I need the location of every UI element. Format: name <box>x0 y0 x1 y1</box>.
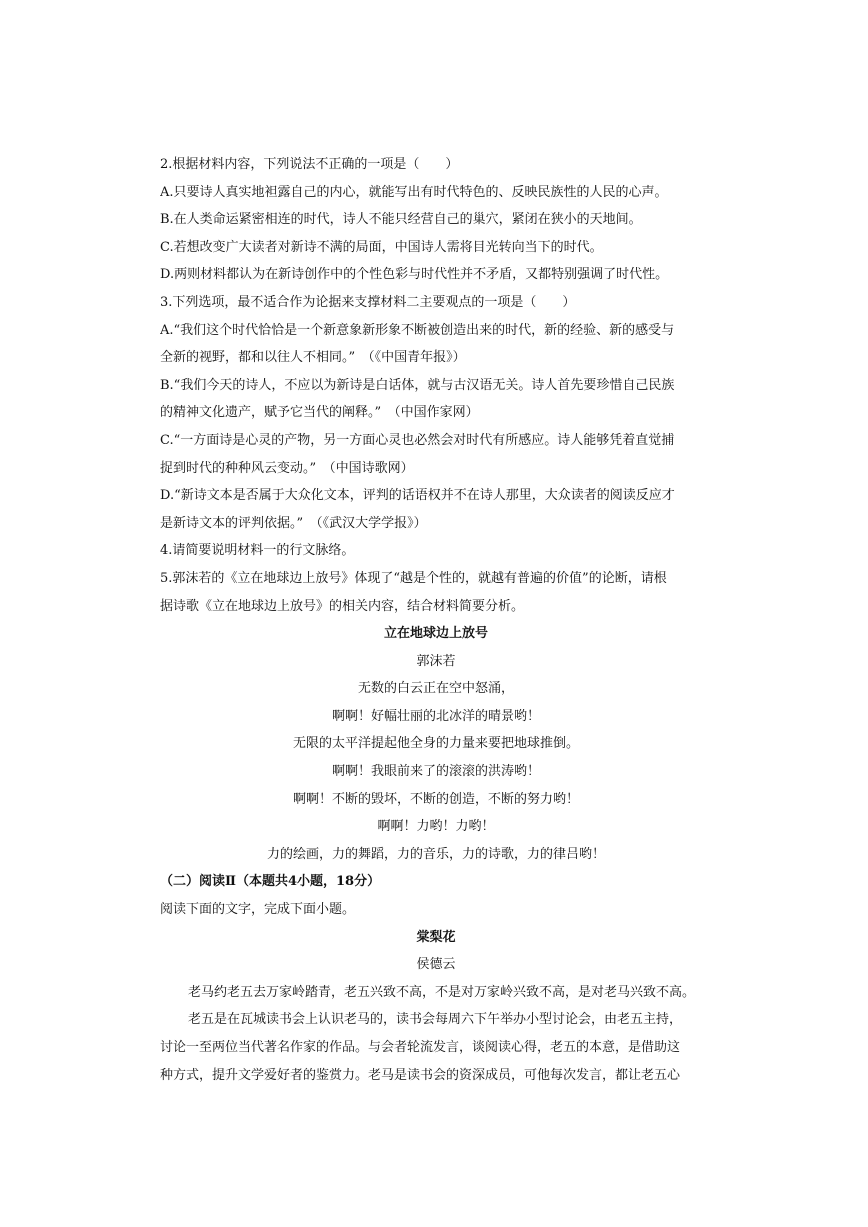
story-paragraph-line-2: 老五是在瓦城读书会上认识老马的，读书会每周六下午举办小型讨论会，由老五主持， <box>188 1012 683 1028</box>
section-2-heading: （二）阅读Ⅱ（本题共4小题，18分） <box>160 874 381 890</box>
poem-line-2: 啊啊！好幅壮丽的北冰洋的晴景哟！ <box>331 708 540 724</box>
poem-line-5: 啊啊！不断的毁坏，不断的创造，不断的努力哟！ <box>292 791 579 807</box>
question-2-stem: 2.根据材料内容，下列说法不正确的一项是（ ） <box>160 157 459 172</box>
poem-line-6: 啊啊！力哟！力哟！ <box>377 819 495 835</box>
document-content <box>160 151 712 1089</box>
question-2-option-a: A.只要诗人真实地袒露自己的内心，就能写出有时代特色的、反映民族性的人民的心声。 <box>160 184 668 200</box>
question-3-option-a-line-1: A.“我们这个时代恰恰是一个新意象新形象不断被创造出来的时代，新的经验、新的感受与 <box>160 322 675 338</box>
section-2-instruction: 阅读下面的文字，完成下面小题。 <box>160 902 356 918</box>
question-3-option-c-line-2: 捉到时代的种种风云变动。” （中国诗歌网） <box>160 460 414 476</box>
poem-author: 郭沫若 <box>416 653 456 669</box>
question-3-option-d-line-1: D.“新诗文本是否属于大众化文本，评判的话语权并不在诗人那里，大众读者的阅读反应才 <box>160 488 675 504</box>
poem-line-1: 无数的白云正在空中怒涌， <box>357 681 514 697</box>
poem-title: 立在地球边上放号 <box>383 626 488 642</box>
question-2-option-c: C.若想改变广大读者对新诗不满的局面，中国诗人需将目光转向当下的时代。 <box>160 239 603 255</box>
question-5-stem-line-2: 据诗歌《立在地球边上放号》的相关内容，结合材料简要分析。 <box>160 598 525 614</box>
question-3-option-c-line-1: C.“一方面诗是心灵的产物，另一方面心灵也必然会对时代有所感应。诗人能够凭着直觉捕 <box>160 432 675 448</box>
question-2-option-d: D.两则材料都认为在新诗创作中的个性色彩与时代性并不矛盾，又都特别强调了时代性。 <box>160 267 669 283</box>
question-3-stem: 3.下列选项，最不适合作为论据来支撑材料二主要观点的一项是（ ） <box>160 294 576 310</box>
poem-line-4: 啊啊！我眼前来了的滚滚的洪涛哟！ <box>331 764 540 780</box>
question-5-stem-line-1: 5.郭沫若的《立在地球边上放号》体现了“越是个性的，就越有普遍的价值”的论断，请根 <box>160 570 667 586</box>
question-3-option-b-line-1: B.“我们今天的诗人，不应以为新诗是白话体，就与古汉语无关。诗人首先要珍惜自己民族 <box>160 377 675 393</box>
story-author: 侯德云 <box>416 957 456 973</box>
question-2-option-b: B.在人类命运紧密相连的时代，诗人不能只经营自己的巢穴，紧闭在狭小的天地间。 <box>160 212 642 228</box>
question-4-stem: 4.请简要说明材料一的行文脉络。 <box>160 543 355 559</box>
poem-line-7: 力的绘画，力的舞蹈，力的音乐，力的诗歌，力的律吕哟！ <box>266 846 605 862</box>
story-paragraph-line-3: 讨论一至两位当代著名作家的作品。与会者轮流发言，谈阅读心得，老五的本意，是借助这 <box>160 1040 681 1055</box>
story-paragraph-line-4: 种方式，提升文学爱好者的鉴赏力。老马是读书会的资深成员，可他每次发言，都让老五心 <box>160 1067 681 1083</box>
story-paragraph-line-1: 老马约老五去万家岭踏青，老五兴致不高，不是对万家岭兴致不高，是对老马兴致不高。 <box>188 984 696 1000</box>
question-3-option-a-line-2: 全新的视野，都和以往人不相同。” （《中国青年报》） <box>160 350 466 366</box>
story-title: 棠梨花 <box>416 929 456 945</box>
question-3-option-d-line-2: 是新诗文本的评判依据。” （《武汉大学学报》） <box>160 515 427 531</box>
question-3-option-b-line-2: 的精神文化遗产，赋予它当代的阐释。” （中国作家网） <box>160 405 479 421</box>
poem-line-3: 无限的太平洋提起他全身的力量来要把地球推倒。 <box>292 736 579 752</box>
